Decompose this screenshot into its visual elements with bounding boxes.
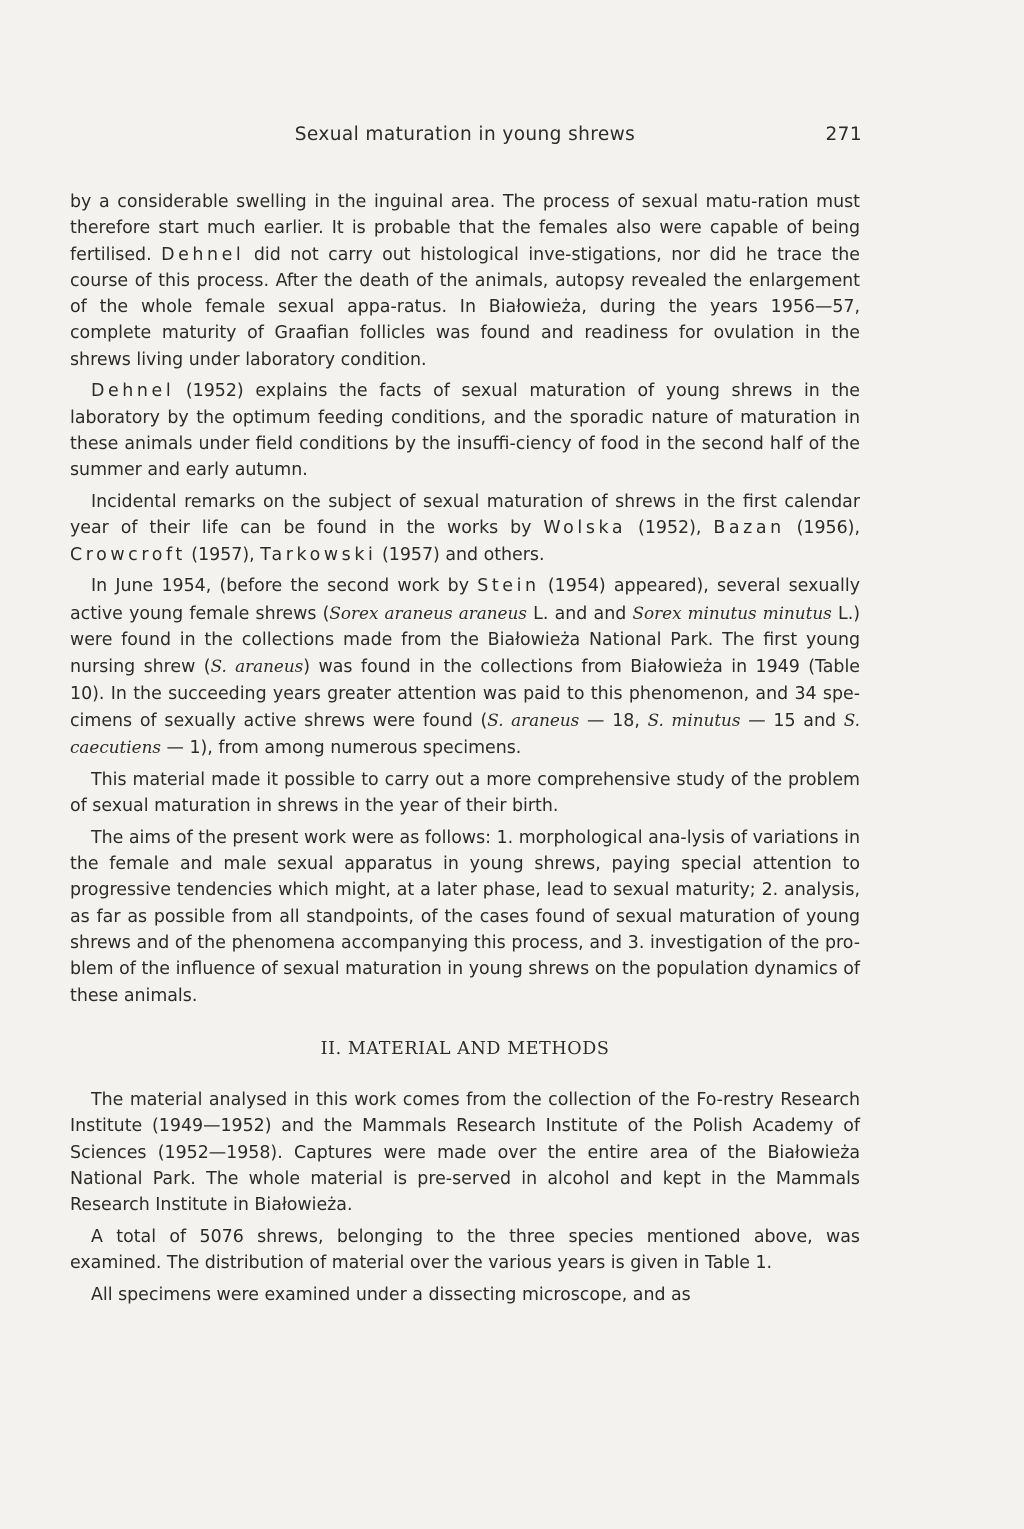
- paragraph: [70, 189, 860, 373]
- author-name: Tarkowski: [260, 544, 377, 565]
- text-run: (1952),: [626, 518, 714, 539]
- text-run: — 15 and: [740, 710, 844, 731]
- paragraph: [70, 573, 860, 761]
- text-run: — 18,: [579, 710, 648, 731]
- text-run: Incidental remarks on the subject of sexual maturation of shrews in the first calendar year of their life can be found in the works by: [70, 492, 860, 539]
- paragraph: The material analysed in this work comes from the collection of the Fo-restry Research Institute (1949—1952) and the Mammals Research Institute of the Polish Academy of Sciences (1952—1958). Captures were made over the entire area of the Białowieża National Park. The whole material is pre-served in alcohol and kept in the Mammals Research Institute in Białowieża.: [70, 1090, 860, 1216]
- section-heading: II. MATERIAL AND METHODS: [320, 1038, 610, 1059]
- text-run: (1957) and others.: [376, 544, 545, 565]
- species-name: Sorex araneus araneus: [329, 602, 527, 623]
- paragraph: This material made it possible to carry out a more comprehensive study of the problem of sexual maturation in shrews in the year of their birth.: [70, 769, 860, 817]
- species-name: Sorex minutus minutus: [632, 602, 832, 623]
- paragraph: [70, 489, 860, 568]
- species-name: S. caecutiens: [70, 709, 860, 758]
- text-run: (1957),: [185, 544, 261, 565]
- text-run: (1954) appeared), several sexually active young female shrews (: [70, 576, 861, 624]
- text-run: L. and and: [526, 603, 633, 624]
- text-run: L.) were found in the collections made from the Białowieża National Park. The first young nursing shrew (: [70, 603, 861, 678]
- page-number: 271: [825, 124, 862, 145]
- author-name: Dehnel: [161, 244, 245, 265]
- species-name: S. araneus: [210, 656, 304, 677]
- body-text: [70, 189, 860, 1314]
- text-run: (1952) explains the facts of sexual maturation of young shrews in the laboratory by the optimum feeding conditions, and the sporadic nature of maturation in these animals under field conditions by the insuffi-ciency of food in the second half of the summer and early autumn.: [70, 381, 860, 481]
- author-name: Wolska: [543, 518, 627, 539]
- paragraph: A total of 5076 shrews, belonging to the three species mentioned above, was examined. The distribution of material over the various years is given in Table 1.: [70, 1227, 860, 1274]
- paragraph: All specimens were examined under a dissecting microscope, and as: [91, 1285, 691, 1306]
- author-name: Dehnel: [91, 381, 175, 402]
- species-name: S. araneus: [487, 709, 580, 730]
- text-run: did not carry out histological inve-stigations, nor did he trace the course of this process. After the death of the animals, autopsy revealed the enlargement of the whole female sexual appa-ratus. In Białowieża, during the years 1956—57, complete maturity of Graafian follicles was found and readiness for ovulation in the shrews living under laboratory condition.: [70, 244, 861, 370]
- text-run: by a considerable swelling in the inguinal area. The process of sexual matu-ration must therefore start much earlier. It is probable that the females also were capable of being fertilised.: [70, 192, 860, 265]
- text-run: ) was found in the collections from Białowieża in 1949 (Table 10). In the succeeding years greater attention was paid to this phenomenon, and 34 spe-cimens of sexually active shrews were found (: [70, 657, 860, 731]
- paragraph: [70, 378, 860, 483]
- text-run: (1956),: [784, 518, 860, 539]
- paragraph: The aims of the present work were as follows: 1. morphological ana-lysis of variations in the female and male sexual apparatus in young shrews, paying special attention to progressive tendencies which might, at a later phase, lead to sexual maturity; 2. analysis, as far as possible from all standpoints, of the cases found of sexual maturation of young shrews and of the phenomena accompanying this process, and 3. investigation of the pro-blem of the influence of sexual maturation in young shrews on the population dynamics of these animals.: [70, 827, 860, 1006]
- text-run: In June 1954, (before the second work by: [91, 576, 478, 597]
- author-name: Stein: [477, 576, 540, 597]
- author-name: Crowcroft: [70, 544, 186, 565]
- species-name: S. minutus: [647, 709, 741, 730]
- author-name: Bazan: [713, 518, 785, 539]
- text-run: — 1), from among numerous specimens.: [161, 738, 522, 759]
- running-title: Sexual maturation in young shrews: [294, 124, 636, 145]
- running-header: [68, 124, 862, 152]
